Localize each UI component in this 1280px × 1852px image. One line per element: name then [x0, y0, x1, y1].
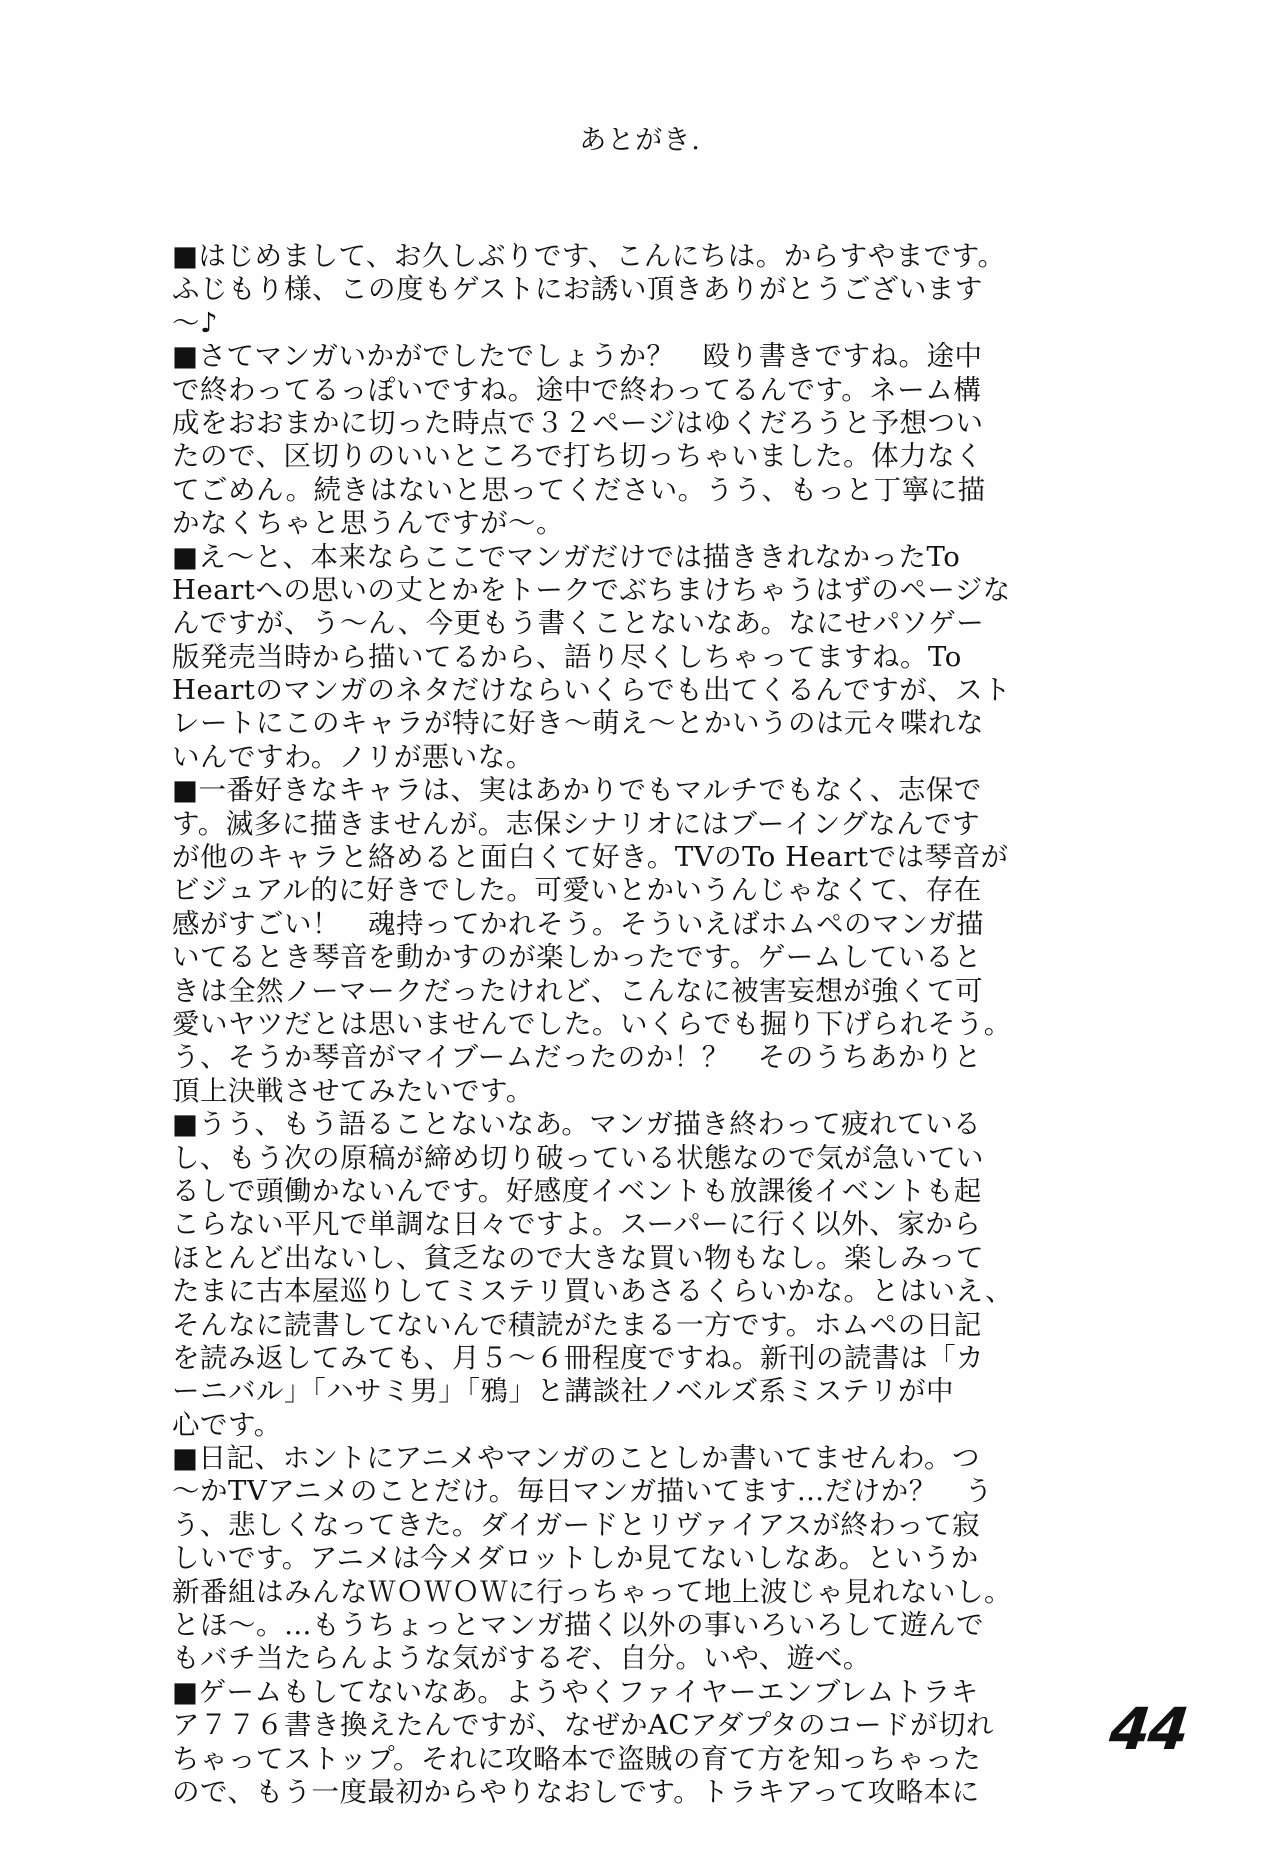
text-line: ■ゲームもしてないなあ。ようやくファイヤーエンブレムトラキ	[172, 1675, 979, 1708]
text-line: ■はじめまして、お久しぶりです、こんにちは。からすやまです。	[172, 240, 1006, 272]
page-number: 44	[1106, 1695, 1191, 1763]
text-line: Heartのマンガのネタだけならいくらでも出てくるんですが、スト	[172, 674, 1012, 707]
text-line: いんですわ。ノリが悪いな。	[172, 740, 534, 773]
text-line: ■うう、もう語ることないなあ。マンガ描き終わって疲れている	[172, 1108, 982, 1141]
text-line: ～かTVアニメのことだけ。毎日マンガ描いてます…だけか？ う	[172, 1475, 993, 1508]
text-line: ■さてマンガいかがでしたでしょうか？ 殴り書きですね。途中	[172, 340, 983, 373]
text-line: 新番組はみんなＷＯＷＯＷに行っちゃって地上波じゃ見れないし。	[172, 1575, 1012, 1608]
text-line: ふじもり様、この度もゲストにお誘い頂きありがとうございます	[172, 273, 983, 306]
text-line: Heartへの思いの丈とかをトークでぶちまけちゃうはずのページな	[172, 573, 1011, 606]
text-line: とほ～。…もうちょっとマンガ描く以外の事いろいろして遊んで	[172, 1609, 984, 1642]
text-line: こらない平凡で単調な日々ですよ。スーパーに行く以外、家から	[172, 1208, 982, 1241]
text-line: 版発売当時から描いてるから、語り尽くしちゃってますね。To	[172, 640, 962, 673]
text-line: るしで頭働かないんです。好感度イベントも放課後イベントも起	[172, 1174, 982, 1207]
text-line: ちゃってストップ。それに攻略本で盗賊の育て方を知っちゃった	[172, 1742, 981, 1775]
text-line: たまに古本屋巡りしてミステリ買いあさるくらいかな。とはいえ、	[172, 1275, 1014, 1308]
text-line: 頂上決戦させてみたいです。	[172, 1074, 534, 1107]
text-line: ■日記、ホントにアニメやマンガのことしか書いてませんわ。つ	[172, 1442, 981, 1475]
text-line: で終わってるっぽいですね。途中で終わってるんです。ネーム構	[172, 373, 982, 406]
text-line: し、もう次の原稿が締め切り破っている状態なので気が急いてい	[172, 1141, 984, 1174]
text-line: ビジュアル的に好きでした。可愛いとかいうんじゃなくて、存在	[172, 874, 982, 907]
text-line: かなくちゃと思うんですが～。	[172, 507, 564, 540]
text-line: ■一番好きなキャラは、実はあかりでもマルチでもなく、志保で	[172, 774, 982, 807]
text-line: んですが、う～ん、今更もう書くことないなあ。なにせパソゲー	[172, 607, 985, 640]
text-line: たので、区切りのいいところで打ち切っちゃいました。体力なく	[172, 440, 984, 473]
afterword-body	[172, 240, 1072, 1809]
text-line: う、そうか琴音がマイブームだったのか！？ そのうちあかりと	[172, 1041, 982, 1074]
text-line: 愛いヤツだとは思いませんでした。いくらでも掘り下げられそう。	[172, 1007, 1012, 1040]
text-line: 感がすごい！ 魂持ってかれそう。そういえばホムペのマンガ描	[172, 907, 984, 940]
text-line: が他のキャラと絡めると面白くて好き。TVのTo Heartでは琴音が	[172, 841, 1009, 874]
text-line: ～♪	[172, 306, 219, 339]
text-line: しいです。アニメは今メダロットしか見てないしなあ。というか	[172, 1542, 979, 1575]
text-line: う、悲しくなってきた。ダイガードとリヴァイアスが終わって寂	[172, 1508, 981, 1541]
text-line: いてるとき琴音を動かすのが楽しかったです。ゲームしていると	[172, 941, 982, 974]
text-line: す。滅多に描きませんが。志保シナリオにはブーイングなんです	[172, 807, 981, 840]
text-line: レートにこのキャラが特に好き～萌え～とかいうのは元々喋れな	[172, 707, 984, 740]
text-line: ア７７６書き換えたんですが、なぜかACアダプタのコードが切れ	[172, 1709, 995, 1742]
text-line: ーニバル」「ハサミ男」「鴉」と講談社ノベルズ系ミステリが中	[172, 1375, 955, 1408]
text-line: 成をおおまかに切った時点で３２ページはゆくだろうと予想つい	[172, 406, 984, 439]
text-line: ほとんど出ないし、貧乏なので大きな買い物もなし。楽しみって	[172, 1241, 984, 1274]
afterword-heading: あとがき.	[579, 125, 701, 156]
text-line: そんなに読書してないんで積読がたまる一方です。ホムペの日記	[172, 1308, 982, 1341]
text-line: 心です。	[172, 1408, 282, 1441]
text-line: てごめん。続きはないと思ってください。うう、もっと丁寧に描	[172, 473, 986, 506]
text-line: もバチ当たらんような気がするぞ、自分。いや、遊べ。	[172, 1642, 871, 1675]
text-line: を読み返してみても、月５～６冊程度ですね。新刊の読書は「カ	[172, 1341, 984, 1374]
text-line: ので、もう一度最初からやりなおしです。トラキアって攻略本に	[172, 1775, 980, 1808]
text-line: きは全然ノーマークだったけれど、こんなに被害妄想が強くて可	[172, 974, 984, 1007]
text-line: ■え～と、本来ならここでマンガだけでは描ききれなかったTo	[172, 540, 961, 573]
